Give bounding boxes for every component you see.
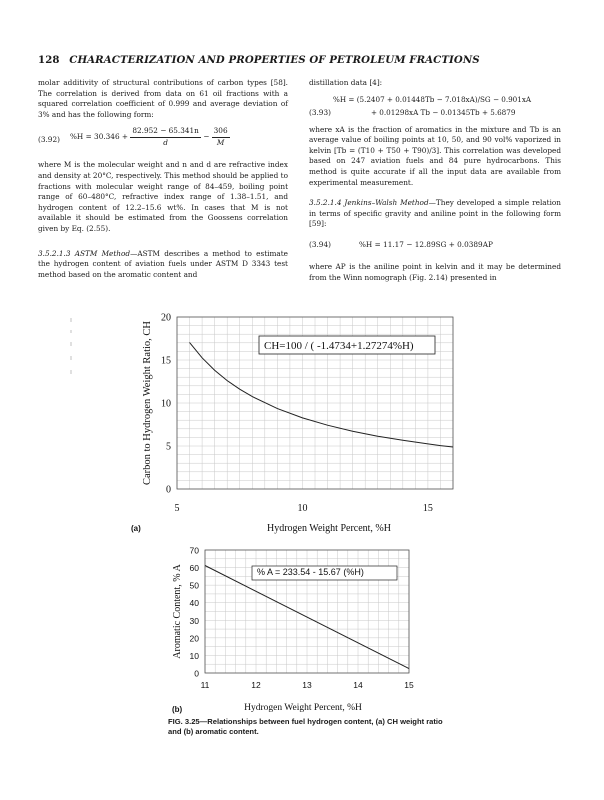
y-tick-label: 70 [189,545,199,556]
figure-caption [168,717,448,737]
y-tick-label: 10 [189,650,199,661]
running-title: CHARACTERIZATION AND PROPERTIES OF PETROLEUM FRACTIONS [69,54,480,66]
y-tick-label: 0 [166,484,171,496]
numerator: 306 [212,126,230,138]
denominator: d [163,137,168,147]
equation-line: %H = (5.2407 + 0.01448Tb − 7.018xA)/SG − 0.901xA [333,94,532,104]
x-tick-label: 15 [404,680,414,690]
y-tick-label: 30 [189,615,199,626]
equation-line: + 0.01298xA Tb − 0.01345Tb + 5.6879 [371,107,516,117]
minus-sign: − [203,132,210,142]
paragraph: molar additivity of structural contributions of carbon types [58]. The correlation is derived from data on 61 oil fractions with a squared correlation coefficient of 0.999 and average deviation of 3% and has the following form: [38,78,288,119]
y-tick-label: 0 [194,668,199,679]
y-tick-label: 60 [189,563,199,574]
panel-label-a: (a) [131,524,141,533]
paragraph: distillation data [4]: [309,78,383,87]
paragraph-text: —They developed a simple relation in terms of specific gravity and aniline point in the following form [59]: [309,198,561,229]
chart-panel-a [131,313,453,535]
paragraph: where AP is the aniline point in kelvin and it may be determined from the Winn nomograph (Fig. 2.14) presented in [309,261,561,282]
y-axis-label: Carbon to Hydrogen Weight Ratio, CH [142,320,153,486]
section-heading: 3.5.2.1.4 Jenkins–Walsh Method [309,198,429,208]
paragraph: where xA is the fraction of aromatics in the mixture and Tb is an average value of boiling points at 10, 50, and 90 vol% vaporized in kelvin [Tb = (T10 + T50 + T90)/3]. This correlation was developed based on 247 aviation fuels and 84 pure hydrocarbons. This method is quite accurate if all the input data are available from experimental measurement. [309,124,561,187]
section-heading: 3.5.2.1.3 ASTM Method [38,248,131,258]
y-axis-label: Aromatic Content, % A [172,564,183,659]
y-tick-label: 20 [189,633,199,644]
x-tick-label: 15 [422,503,433,514]
chart-panel-b [172,546,414,715]
page-number: 128 [38,54,60,66]
equation-body: %H = 11.17 − 12.89SG + 0.0389AP [359,239,493,249]
paragraph: where M is the molecular weight and n and d are refractive index and density at 20°C, respectively. This method should be applied to fractions with molecular weight range of 84–459, boiling point range of 60–480°C, refractive index range of 1.38–1.51, and hydrogen content of 12.2–15.6 wt%. In cases that M is not available it should be estimated from the Goossens correlation given by Eq. (2.55). [38,160,288,233]
x-tick-label: 12 [251,680,261,690]
numerator: 82.952 − 65.341n [130,126,201,138]
y-tick-label: 50 [189,580,199,591]
equation-number: (3.93) [309,107,331,117]
x-axis-label: Hydrogen Weight Percent, %H [267,523,391,534]
denominator: M [216,137,225,147]
equation-number: (3.92) [38,135,60,145]
annotation-text: CH=100 / ( -1.4734+1.27274%H) [264,340,414,352]
equation-number: (3.94) [309,239,331,249]
x-tick-label: 5 [174,503,180,514]
panel-label-b: (b) [172,705,183,714]
annotation-text: % A = 233.54 - 15.67 (%H) [257,567,364,577]
x-tick-label: 13 [302,680,312,690]
x-tick-label: 14 [353,680,363,690]
y-tick-label: 20 [161,312,171,324]
x-tick-label: 10 [297,503,308,514]
caption-label: FIG. 3.25 [168,717,200,726]
caption-text: —Relationships between fuel hydrogen content, (a) CH weight ratio and (b) aromatic content. [168,717,443,736]
x-tick-label: 11 [200,680,210,690]
y-tick-label: 10 [161,398,171,410]
paragraph-text: —ASTM describes a method to estimate the hydrogen content of aviation fuels under ASTM D 3343 test method based on the aromatic content and [38,248,288,279]
y-tick-label: 15 [161,355,171,367]
y-tick-label: 5 [166,441,171,453]
x-axis-label: Hydrogen Weight Percent, %H [244,703,362,713]
series-line-ch [190,342,454,447]
equation-lhs: %H = 30.346 + [70,132,129,142]
y-tick-label: 40 [189,598,199,609]
